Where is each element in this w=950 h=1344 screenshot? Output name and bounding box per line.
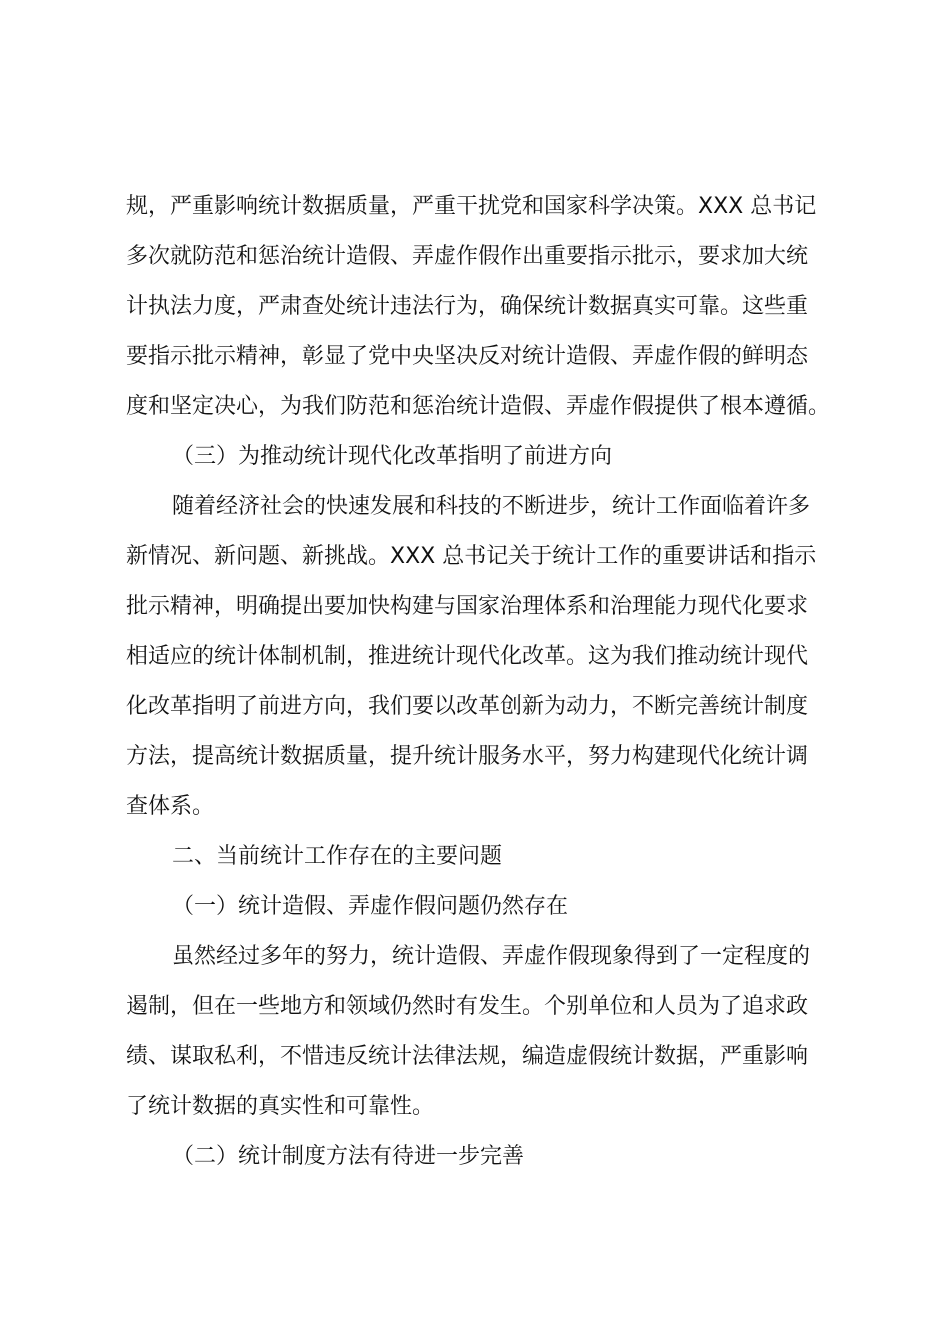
heading-text: （二）统计制度方法有待进一步完善 bbox=[172, 1144, 525, 1169]
text-line: 要指示批示精神，彰显了党中央坚决反对统计造假、弄虚作假的鲜明态 bbox=[126, 344, 809, 369]
document-page bbox=[126, 182, 836, 1182]
section-heading-1 bbox=[126, 882, 836, 932]
section-heading-2 bbox=[126, 1132, 836, 1182]
text-line: 随着经济社会的快速发展和科技的不断进步，统计工作面临着许多 bbox=[172, 494, 811, 519]
text-line: 虽然经过多年的努力，统计造假、弄虚作假现象得到了一定程度的 bbox=[172, 944, 811, 969]
text-line: 方法，提高统计数据质量，提升统计服务水平，努力构建现代化统计调 bbox=[126, 744, 809, 769]
heading-text: （三）为推动统计现代化改革指明了前进方向 bbox=[172, 444, 613, 469]
heading-text: （一）统计造假、弄虚作假问题仍然存在 bbox=[172, 894, 569, 919]
text-line: 度和坚定决心，为我们防范和惩治统计造假、弄虚作假提供了根本遵循。 bbox=[126, 394, 831, 419]
chapter-heading-2 bbox=[126, 832, 836, 882]
text-line: 新情况、新问题、新挑战。XXX 总书记关于统计工作的重要讲话和指示 bbox=[126, 544, 817, 569]
paragraph-1 bbox=[126, 182, 836, 432]
text-line: 批示精神，明确提出要加快构建与国家治理体系和治理能力现代化要求 bbox=[126, 594, 809, 619]
paragraph-3 bbox=[126, 932, 836, 1132]
text-line: 规，严重影响统计数据质量，严重干扰党和国家科学决策。XXX 总书记 bbox=[126, 194, 817, 219]
paragraph-2 bbox=[126, 482, 836, 832]
section-heading-3 bbox=[126, 432, 836, 482]
text-line: 遏制，但在一些地方和领域仍然时有发生。个别单位和人员为了追求政 bbox=[126, 994, 809, 1019]
text-line: 相适应的统计体制机制，推进统计现代化改革。这为我们推动统计现代 bbox=[126, 644, 809, 669]
text-line: 查体系。 bbox=[126, 794, 215, 819]
text-line: 了统计数据的真实性和可靠性。 bbox=[126, 1094, 435, 1119]
text-line: 多次就防范和惩治统计造假、弄虚作假作出重要指示批示，要求加大统 bbox=[126, 244, 809, 269]
text-line: 计执法力度，严肃查处统计违法行为，确保统计数据真实可靠。这些重 bbox=[126, 294, 809, 319]
text-line: 绩、谋取私利，不惜违反统计法律法规，编造虚假统计数据，严重影响 bbox=[126, 1044, 809, 1069]
heading-text: 二、当前统计工作存在的主要问题 bbox=[172, 844, 503, 869]
text-line: 化改革指明了前进方向，我们要以改革创新为动力，不断完善统计制度 bbox=[126, 694, 809, 719]
